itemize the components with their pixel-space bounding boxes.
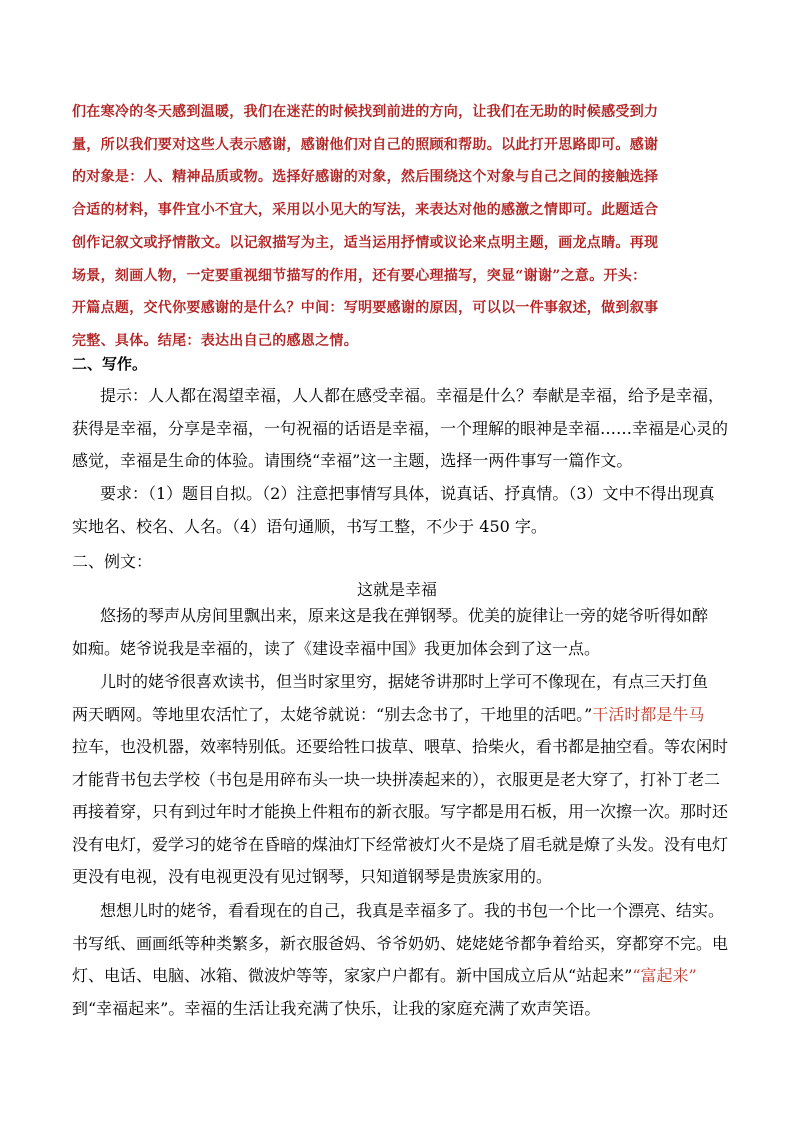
essay-title: 这就是幸福 bbox=[356, 580, 437, 599]
section-heading-writing: 二、写作。 bbox=[72, 355, 148, 373]
essay-line: 再接着穿，只有到过年时才能换上件粗布的新衣服。写字都是用石板，用一次擦一次。那时还 bbox=[72, 802, 729, 821]
essay-paragraph-3 bbox=[72, 895, 732, 1025]
requirements-paragraph bbox=[72, 478, 732, 543]
essay-line: 儿时的姥爷很喜欢读书，但当时家里穷，据姥爷讲那时上学可不像现在，有点三天打鱼 bbox=[100, 672, 709, 691]
essay-line: 没有电灯，爱学习的姥爷在昏暗的煤油灯下经常被灯火不是烧了眉毛就是燎了头发。没有电灯 bbox=[72, 834, 729, 854]
prompt-line: 提示：人人都在渴望幸福，人人都在感受幸福。幸福是什么？奉献是幸福，给予是幸福， bbox=[100, 386, 725, 405]
analysis-paragraph bbox=[72, 96, 724, 358]
essay-line bbox=[72, 699, 732, 732]
essay-line: 如痴。姥爷说我是幸福的，读了《建设幸福中国》我更加体会到了这一点。 bbox=[72, 638, 601, 658]
essay-line bbox=[72, 960, 732, 993]
essay-line: 想想儿时的姥爷，看看现在的自己，我真是幸福多了。我的书包一个比一个漂亮、结实。 bbox=[100, 901, 725, 920]
essay-line: 拉车，也没机器，效率特别低。还要给牲口拔草、喂草、拾柴火，看书都是抽空看。等农闲时 bbox=[72, 737, 729, 756]
analysis-line: 们在寒冷的冬天感到温暖，我们在迷茫的时候找到前进的方向，让我们在无助的时候感受到力 bbox=[72, 104, 659, 120]
analysis-line: 完整、具体。结尾：表达出自己的感恩之情。 bbox=[72, 332, 358, 349]
prompt-line: 感觉，幸福是生命的体验。请围绕“幸福”这一主题，选择一两件事写一篇作文。 bbox=[72, 451, 633, 470]
requirements-line: 实地名、校名、人名。（4）语句通顺，书写工整，不少于 450 字。 bbox=[72, 516, 547, 536]
essay-line: 更没有电视，没有电视更没有见过钢琴，只知道钢琴是贵族家用的。 bbox=[72, 867, 553, 886]
essay-paragraph-2 bbox=[72, 666, 732, 894]
analysis-line: 合适的材料，事件宜小不宜大，采用以小见大的写法，来表达对他的感激之情即可。此题适合 bbox=[72, 202, 659, 219]
analysis-line: 场景，刻画人物，一定要重视细节描写的作用，还有要心理描写，突显“谢谢”之意。开头： bbox=[72, 267, 647, 284]
essay-line: 到“幸福起来”。幸福的生活让我充满了快乐，让我的家庭充满了欢声笑语。 bbox=[72, 998, 601, 1018]
requirements-line: 要求：（1）题目自拟。（2）注意把事情写具体，说真话、抒真情。（3）文中不得出现真 bbox=[100, 484, 715, 503]
essay-highlight-text: 干活时都是牛马 bbox=[592, 704, 705, 724]
essay-line: 悠扬的琴声从房间里飘出来，原来这是我在弹钢琴。优美的旋律让一旁的姥爷听得如醉 bbox=[100, 606, 709, 625]
essay-line: 才能背书包去学校（书包是用碎布头一块一块拼凑起来的），衣服更是老大穿了，打补丁老二 bbox=[72, 769, 721, 789]
analysis-line: 的对象是：人、精神品质或物。选择好感谢的对象，然后围绕这个对象与自己之间的接触选择 bbox=[72, 169, 659, 186]
essay-paragraph-1 bbox=[72, 600, 732, 665]
essay-text: 灯、电话、电脑、冰箱、微波炉等等，家家户户都有。新中国成立后从“站起来” bbox=[72, 966, 633, 985]
section-heading-example: 二、例文： bbox=[72, 552, 153, 571]
essay-text: 两天晒网。等地里农活忙了，太姥爷就说：“别去念书了，干地里的活吧。” bbox=[72, 704, 593, 724]
prompt-line: 获得是幸福，分享是幸福，一句祝福的话语是幸福，一个理解的眼神是幸福……幸福是心灵的 bbox=[72, 418, 729, 438]
essay-highlight-text: “富起来” bbox=[632, 966, 697, 985]
essay-line: 书写纸、画画纸等种类繁多，新衣服爸妈、爷爷奶奶、姥姥姥爷都争着给买，穿都穿不完。电 bbox=[72, 933, 729, 953]
prompt-paragraph bbox=[72, 380, 732, 478]
analysis-line: 量，所以我们要对这些人表示感谢，感谢他们对自己的照顾和帮助。以此打开思路即可。感谢 bbox=[72, 136, 659, 153]
analysis-line: 开篇点题，交代你要感谢的是什么？中间：写明要感谢的原因，可以以一件事叙述，做到叙事 bbox=[72, 300, 659, 317]
analysis-line: 创作记叙文或抒情散文。以记叙描写为主，适当运用抒情或议论来点明主题，画龙点睛。再现 bbox=[72, 234, 659, 251]
